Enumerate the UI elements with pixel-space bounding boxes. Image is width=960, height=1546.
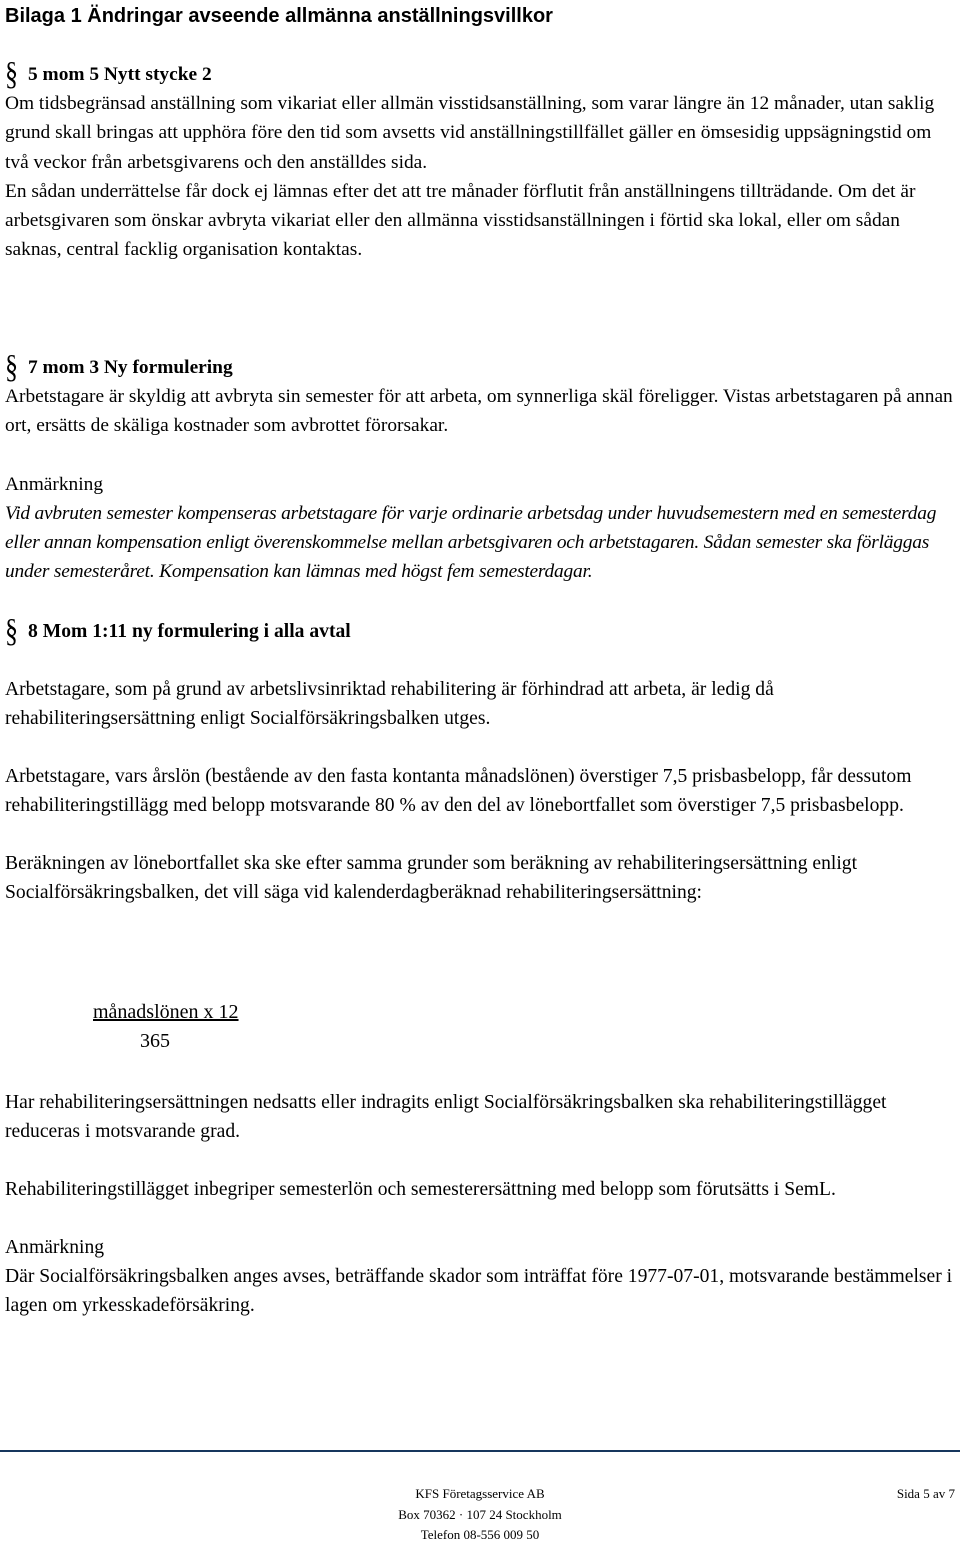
section-heading-text: 5 mom 5 Nytt stycke 2: [28, 64, 212, 85]
document-title: Bilaga 1 Ändringar avseende allmänna anställningsvillkor: [5, 5, 553, 27]
page-total: 7: [948, 1486, 955, 1501]
section-heading-text: 7 mom 3 Ny formulering: [28, 357, 233, 378]
section-heading: [5, 348, 957, 385]
formula-denominator: 365: [140, 1030, 170, 1052]
section-7-mom-3: [5, 348, 957, 586]
page-current: 5: [923, 1486, 930, 1501]
paragraph: Har rehabiliteringsersättningen nedsatts eller indragits enligt Socialförsäkringsbalken ska rehabiliteringstillägget reduceras i motsvarande grad.: [5, 1092, 887, 1142]
section-8-mom-1-11: [5, 612, 957, 907]
paragraph: Arbetstagare, som på grund av arbetslivsinriktad rehabilitering är förhindrad att arbeta, är ledig då rehabiliteringsersättning enligt Socialförsäkringsbalken utges.: [5, 679, 774, 729]
section-heading-text: 8 Mom 1:11 ny formulering i alla avtal: [28, 621, 351, 642]
paragraph: Arbetstagare, vars årslön (bestående av den fasta kontanta månadslönen) överstiger 7,5 prisbasbelopp, får dessutom rehabiliteringstillägg med belopp motsvarande 80 % av den del av lönebortfallet som överstiger 7,5 prisbasbelopp.: [5, 766, 912, 816]
note-text: Där Socialförsäkringsbalken anges avses, beträffande skador som inträffat före 1977-07-01, motsvarande bestämmelser i lagen om yrkesskadeförsäkring.: [5, 1266, 953, 1316]
note-label: Anmärkning: [5, 1237, 105, 1258]
note-text: Vid avbruten semester kompenseras arbetstagare för varje ordinarie arbetsdag under huvudsemestern med en semesterdag eller annan kompensation enligt överenskommelse mellan arbetsgivaren och arbetstagaren. Sådan semester ska förläggas under semesteråret. Kompensation kan lämnas med högst fem semesterdagar.: [5, 502, 937, 583]
paragraph: Beräkningen av lönebortfallet ska ske efter samma grunder som beräkning av rehabiliteringsersättning enligt Socialförsäkringsbalken, det vill säga vid kalenderdagberäknad rehabiliteringsersättning:: [5, 853, 858, 903]
section-sign-icon: §: [5, 55, 18, 92]
footer-phone: Telefon 08-556 009 50: [420, 1527, 540, 1542]
section-sign-icon: §: [5, 612, 18, 649]
page-number: Sida 5 av 7: [896, 1486, 955, 1501]
formula-numerator: månadslönen x 12: [93, 1001, 239, 1023]
footer-company: KFS Företagsservice AB: [415, 1486, 545, 1501]
section-sign-icon: §: [5, 348, 18, 385]
section-heading: [5, 55, 957, 92]
paragraph: Om tidsbegränsad anställning som vikariat eller allmän visstidsanställning, som varar längre än 12 månader, utan saklig grund skall bringas att upphöra före den tid som avsetts vid anställningstillfället gäller en ömsesidig uppsägningstid om två veckor från arbetsgivarens och den anställdes sida. En sådan underrättelse får dock ej lämnas efter det att tre månader förflutit från anställningens tillträdande. Om det är arbetsgivaren som önskar avbryta vikariat eller den allmänna visstidsanställningen i förtid ska lokal, eller om sådan saknas, central facklig organisation kontaktas.: [5, 93, 935, 261]
paragraph: Rehabiliteringstillägget inbegriper semesterlön och semesterersättning med belopp som förutsätts i SemL.: [5, 1179, 836, 1200]
formula: [93, 998, 239, 1056]
footer-address: Box 70362 · 107 24 Stockholm: [398, 1506, 562, 1522]
section-5-mom-5: [5, 55, 957, 264]
paragraph: Arbetstagare är skyldig att avbryta sin semester för att arbeta, om synnerliga skäl föreligger. Vistas arbetstagaren på annan ort, ersätts de skäliga kostnader som avbrottet förorsakar.: [5, 386, 953, 437]
note-label: Anmärkning: [5, 473, 104, 495]
section-heading: [5, 612, 957, 649]
section-8-continued: [5, 1088, 957, 1320]
footer-rule: [0, 1450, 960, 1452]
